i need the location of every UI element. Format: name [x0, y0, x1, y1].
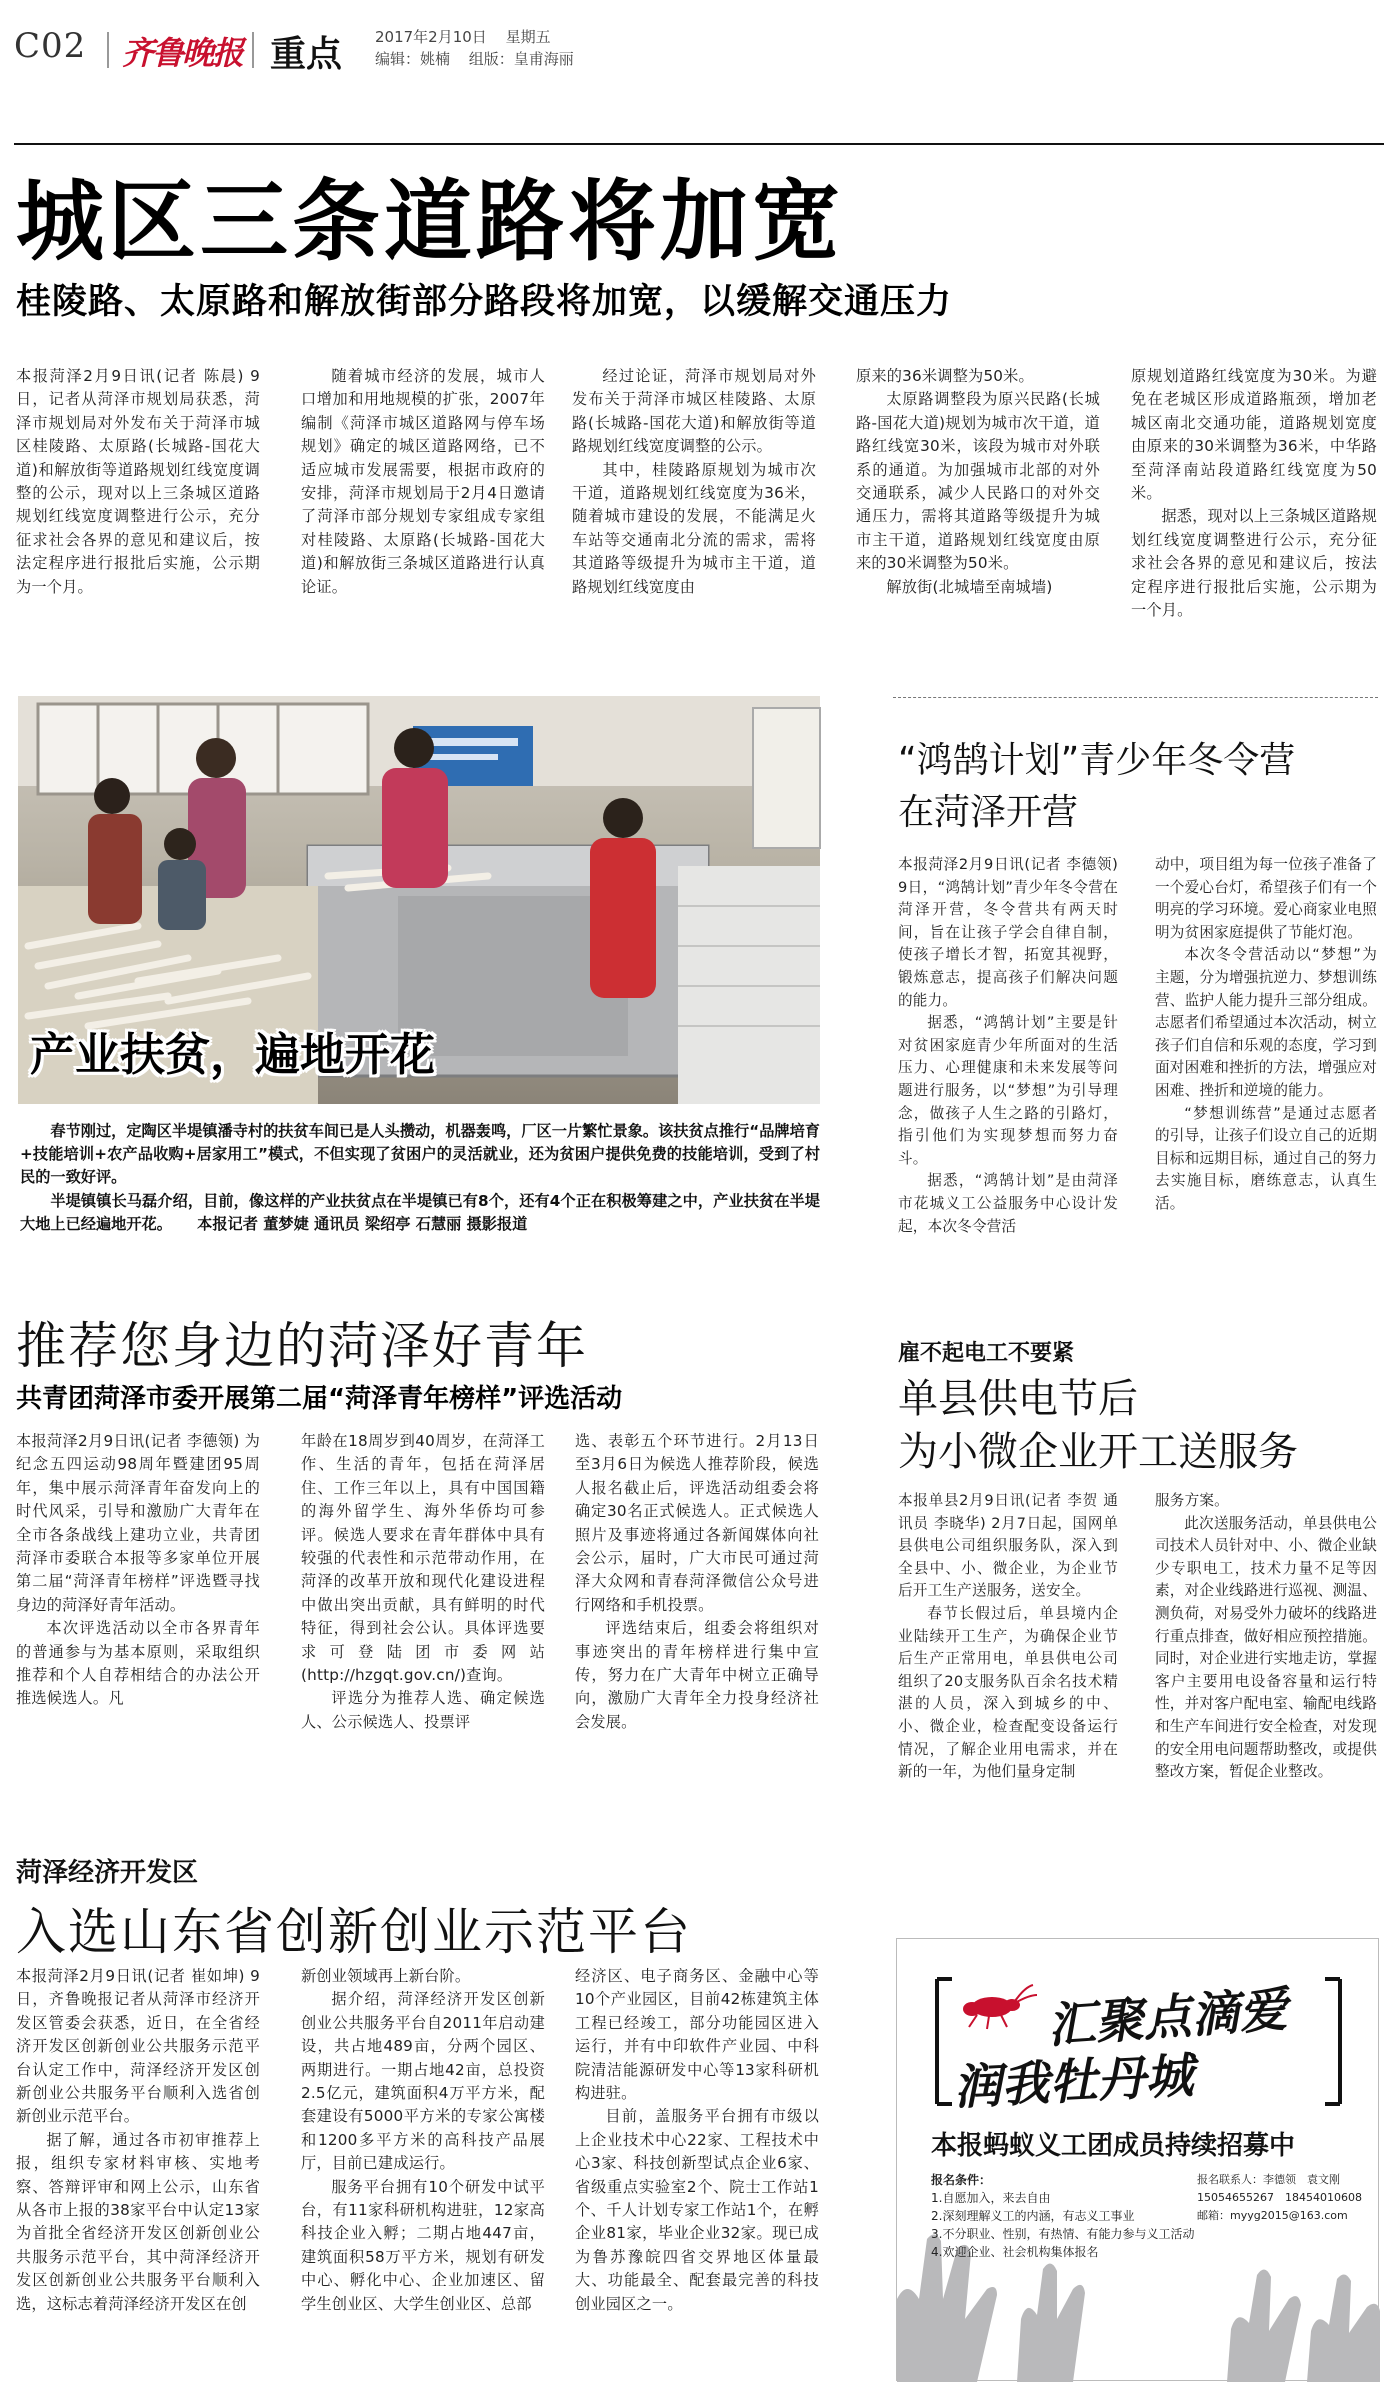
- youth-col-1-p1: 本报菏泽2月9日讯(记者 李德领) 为纪念五四运动98周年暨建团95周年，集中展示菏泽青年奋发向上的时代风采，引导和激励广大青年在全市各条战线上建功立业，共青团菏泽市委联合本报等多家单位开展第二届“菏泽青年榜样”评选暨寻找身边的菏泽好青年活动。: [16, 1432, 260, 1614]
- photo-caption-2: [20, 1190, 820, 1236]
- power-col-1-p2: 春节长假过后，单县境内企业陆续开工生产，为确保企业节后生产正常用电，单县供电公司组织了20支服务队百余名技术精湛的人员，深入到城乡的中、小、微企业，检查配变设备运行情况，了解企业用电需求，并在新的一年，为他们量身定制: [898, 1604, 1118, 1781]
- issue-date: [375, 26, 551, 47]
- youth-col-3-p1: 选、表彰五个环节进行。2月13日至3月6日为候选人推荐阶段，候选人报名截止后，评选活动组委会将确定30名正式候选人。正式候选人照片及事迹将通过各新闻媒体向社会公示，届时，广大市民可通过菏泽大众网和青春菏泽微信公众号进行网络和手机投票。: [575, 1432, 819, 1614]
- lead-col-1: [16, 365, 260, 630]
- ad-req-3: 3.不分职业、性别，有热情、有能力参与义工活动: [931, 2227, 1195, 2241]
- camp-col-1-p3: 据悉，“鸿鹄计划”是由菏泽市花城义工公益服务中心设计发起，本次冬令营活: [898, 1172, 1118, 1235]
- camp-col-1-p1: 本报菏泽2月9日讯(记者 李德领) 9日，“鸿鹄计划”青少年冬令营在菏泽开营，冬令营共有两天时间，旨在让孩子学会自律自制，使孩子增长才智，拓宽其视野，锻炼意志，提高孩子们解决问题的能力。: [898, 856, 1118, 1009]
- lead-col-4-p3: 解放街(北城墙至南城墙): [886, 577, 1053, 596]
- camp-col-1: [898, 854, 1118, 1306]
- lead-headline: 城区三条道路将加宽: [16, 170, 845, 273]
- zone-headline: 入选山东省创新创业示范平台: [16, 1903, 692, 1961]
- power-col-1-p1: 本报单县2月9日讯(记者 李贺 通讯员 李晓华) 2月7日起，国网单县供电公司组织服务队，深入到全县中、小、微企业，为企业节后开工生产送服务，送安全。: [898, 1492, 1118, 1600]
- power-col-2-p2: 此次送服务活动，单县供电公司技术人员针对中、小、微企业缺少专职电工，技术力量不足等因素，对企业线路进行巡视、测温、测负荷，对易受外力破坏的线路进行重点排查，做好相应预控措施。同时，对企业进行实地走访，掌握客户主要用电设备容量和运行特性，并对客户配电室、输配电线路和生产车间进行安全检查，对发现的安全用电问题帮助整改，或提供整改方案，暂促企业整改。: [1155, 1514, 1377, 1781]
- zone-col-3-p1: 经济区、电子商务区、金融中心等10个产业园区，目前42栋建筑主体工程已经竣工，部分功能园区进入运行，并有中印软件产业园、中科院清洁能源研发中心等13家科研机构进驻。: [575, 1967, 819, 2103]
- power-col-2-p1: 服务方案。: [1155, 1492, 1229, 1509]
- youth-col-2-p1: 年龄在18周岁到40周岁，在菏泽工作、生活的青年，包括在菏泽居住、工作三年以上，具有中国国籍的海外留学生、海外华侨均可参评。候选人要求在青年群体中具有较强的代表性和示范带动作用，在菏泽的改革开放和现代化建设进程中做出突出贡献，具有鲜明的时代特征，得到社会公认。具体评选要求可登陆团市委网站(http://hzgqt.gov.cn/)查询。: [301, 1432, 545, 1685]
- power-col-2: [1155, 1490, 1377, 1895]
- youth-headline: 推荐您身边的菏泽好青年: [16, 1317, 588, 1375]
- youth-col-2-p2: 评选分为推荐人选、确定候选人、公示候选人、投票评: [301, 1689, 545, 1731]
- lead-subhead: 桂陵路、太原路和解放街部分路段将加宽，以缓解交通压力: [16, 282, 953, 322]
- ad-slogan-top: 汇聚点滴爱: [1045, 1981, 1289, 2055]
- masthead-rule: [14, 143, 1384, 145]
- power-headline-line2: 为小微企业开工送服务: [898, 1429, 1298, 1475]
- lead-col-2-p1: 随着城市经济的发展，城市人口增加和用地规模的扩张，2007年编制《菏泽市城区道路网与停车场规划》确定的城区道路网络，已不适应城市发展需要，根据市政府的安排，菏泽市规划局于2月4日邀请了菏泽市部分规划专家组成专家组对桂陵路、太原路(长城路-国花大道)和解放街三条城区道路进行认真论证。: [301, 367, 545, 596]
- ad-title: 本报蚂蚁义工团成员持续招募中: [931, 2131, 1296, 2161]
- lead-col-3-p1: 经过论证，菏泽市规划局对外发布关于菏泽市城区桂陵路、太原路(长城路-国花大道)和解放街等道路规划红线宽度调整的公示。: [572, 367, 816, 456]
- weekday-text: 星期五: [505, 28, 551, 46]
- ad-contact-3: 邮箱：myyg2015@163.com: [1197, 2209, 1348, 2222]
- ad-req-4: 4.欢迎企业、社会机构集体报名: [931, 2245, 1099, 2259]
- factory-photo: [18, 696, 820, 1104]
- lead-col-5-p1: 原规划道路红线宽度为30米。为避免在老城区形成道路瓶颈，增加老城区南北交通功能，道路规划宽度由原来的30米调整为36米，中华路至菏泽南站段道路红线宽度为50米。: [1131, 367, 1377, 503]
- camp-headline-line1: “鸿鹄计划”青少年冬令营: [898, 740, 1296, 781]
- masthead-divider: [107, 32, 109, 68]
- youth-col-1-p2: 本次评选活动以全市各界青年的普通参与为基本原则，采取组织推荐和个人自荐相结合的办法公开推选候选人。凡: [16, 1619, 260, 1708]
- zone-col-2-p3: 服务平台拥有10个研发中试平台，有11家科研机构进驻，12家高科技企业入孵；二期占地447亩，建筑面积58万平方米，规划有研发中心、孵化中心、企业加速区、留学生创业区、大学生创业区、总部: [301, 2177, 545, 2313]
- photo-overlay-title: 产业扶贫，遍地开花: [30, 1028, 436, 1081]
- zone-col-1: [16, 1965, 260, 2385]
- ad-req-2: 2.深刻理解义工的内涵，有志义工事业: [931, 2209, 1135, 2223]
- camp-top-rule: [893, 697, 1378, 698]
- power-kicker: 雇不起电工不要紧: [898, 1341, 1075, 1366]
- zone-col-3-p2: 目前，盖服务平台拥有市级以上企业技术中心22家、工程技术中心3家、科技创新型试点企业6家、省级重点实验室2个、院士工作站1个、千人计划专家工作站1个，在孵企业81家，毕业企业32家。现已成为鲁苏豫皖四省交界地区体量最大、功能最全、配套最完善的科技创业园区之一。: [575, 2107, 819, 2313]
- ad-contact-2: 15054655267 18454010608: [1197, 2191, 1362, 2204]
- ad-contact: [1197, 2171, 1377, 2225]
- power-headline-line1: 单县供电节后: [898, 1376, 1138, 1422]
- page-number: C02: [14, 26, 87, 66]
- lead-col-1-p1: 本报菏泽2月9日讯(记者 陈晨) 9日，记者从菏泽市规划局获悉，菏泽市规划局对外发布关于菏泽市城区桂陵路、太原路(长城路-国花大道)和解放街等道路规划红线宽度调整的公示，现对以上三条城区道路规划红线宽度调整进行公示，充分征求社会各界的意见和建议后，按法定程序进行报批后实施，公示期为一个月。: [16, 367, 260, 596]
- youth-col-1: [16, 1430, 260, 1708]
- youth-col-2: [301, 1430, 545, 1731]
- volunteer-ad: [896, 1938, 1379, 2381]
- lead-col-4-p2: 太原路调整段为原兴民路(长城路-国花大道)规划为城市次干道，道路红线宽30米，该段为城市对外联系的通道。为加强城市北部的对外交通联系，减少人民路口的对外交通压力，需将其道路等级提升为城市主干道，道路规划红线宽度由原来的30米调整为50米。: [856, 390, 1100, 573]
- youth-subhead: 共青团菏泽市委开展第二届“菏泽青年榜样”评选活动: [16, 1384, 623, 1414]
- youth-col-3-p2: 评选结束后，组委会将组织对事迹突出的青年榜样进行集中宣传，努力在广大青年中树立正确导向，激励广大青年全力投身经济社会发展。: [575, 1619, 819, 1731]
- ad-req-head: 报名条件：: [931, 2173, 992, 2187]
- lead-col-5-p2: 据悉，现对以上三条城区道路规划红线宽度调整进行公示，充分征求社会各界的意见和建议后，按法定程序进行报批后实施，公示期为一个月。: [1131, 507, 1377, 620]
- zone-col-2: [301, 1965, 545, 2385]
- camp-col-2-p1: 动中，项目组为每一位孩子准备了一个爱心台灯，希望孩子们有一个明亮的学习环境。爱心商家业电照明为贫困家庭提供了节能灯泡。: [1155, 856, 1377, 941]
- zone-col-3: [575, 1965, 819, 2385]
- camp-col-2-p2: 本次冬令营活动以“梦想”为主题，分为增强抗逆力、梦想训练营、监护人能力提升三部分组成。志愿者们希望通过本次活动，树立孩子们自信和乐观的态度，学习到面对困难和挫折的方法，增强应对困难、挫折和逆境的能力。: [1155, 946, 1377, 1099]
- section-title: 重点: [270, 34, 343, 75]
- lead-col-4-p1: 原来的36米调整为50米。: [856, 367, 1034, 385]
- camp-col-1-p2: 据悉，“鸿鹄计划”主要是针对贫困家庭青少年所面对的生活压力、心理健康和未来发展等问题进行服务，以“梦想”为引导理念，做孩子人生之路的引路灯，指引他们为实现梦想而努力奋斗。: [898, 1014, 1118, 1167]
- zone-col-2-p1: 新创业领域再上新台阶。: [301, 1967, 471, 1985]
- editor-credits: [375, 48, 574, 69]
- photo-caption-2-text: 半堤镇镇长马磊介绍，目前，像这样的产业扶贫点在半堤镇已有8个，还有4个正在积极筹建之中，产业扶贫在半堤大地上已经遍地开花。: [20, 1192, 820, 1233]
- zone-col-1-p2: 据了解，通过各市初审推荐上报，组织专家材料审核、实地考察、答辩评审和网上公示，山东省从各市上报的38家平台中认定13家为首批全省经济开发区创新创业公共服务示范平台，其中菏泽经济开发区创新创业公共服务平台顺利入选，这标志着菏泽经济开发区在创: [16, 2130, 260, 2313]
- camp-col-2: [1155, 854, 1377, 1306]
- editor-text: 编辑：姚楠: [375, 50, 451, 68]
- photo-caption-1: 春节刚过，定陶区半堤镇潘寺村的扶贫车间已是人头攒动，机器轰鸣，厂区一片繁忙景象。该扶贫点推行“品牌培育+技能培训+农产品收购+居家用工”模式，不但实现了贫困户的灵活就业，还为贫困户提供免费的技能培训，受到了村民的一致好评。: [20, 1122, 820, 1186]
- zone-kicker: 菏泽经济开发区: [16, 1858, 199, 1888]
- ad-requirements: [931, 2171, 1211, 2261]
- masthead-divider: [252, 32, 254, 68]
- zone-col-1-p1: 本报菏泽2月9日讯(记者 崔如坤) 9日，齐鲁晚报记者从菏泽市经济开发区管委会获悉，近日，在全省经济开发区创新创业公共服务示范平台认定工作中，菏泽经济开发区创新创业公共服务平台顺利入选省创新创业示范平台。: [16, 1967, 260, 2126]
- lead-col-3-p2: 其中，桂陵路原规划为城市次干道，道路规划红线宽度为36米，随着城市建设的发展，不能满足火车站等交通南北分流的需求，需将其道路等级提升为城市主干道，道路规划红线宽度由: [572, 460, 816, 596]
- camp-headline-line2: 在菏泽开营: [898, 792, 1079, 833]
- ad-req-1: 1.自愿加入，来去自由: [931, 2191, 1051, 2205]
- layout-text: 组版：皇甫海丽: [468, 50, 574, 68]
- zone-col-2-p2: 据介绍，菏泽经济开发区创新创业公共服务平台自2011年启动建设，共占地489亩，分两个园区、两期进行。一期占地42亩，总投资2.5亿元，建筑面积4万平方米，配套建设有5000平方米的专家公寓楼和1200多平方米的高科技产品展厅，目前已建成运行。: [301, 1990, 545, 2173]
- lead-col-5: [1131, 365, 1377, 630]
- power-col-1: [898, 1490, 1118, 1895]
- paper-logo: 齐鲁晚报: [122, 34, 243, 72]
- lead-col-4: [856, 365, 1100, 630]
- ad-contact-1: 报名联系人：李德领 袁文刚: [1197, 2173, 1340, 2186]
- youth-col-3: [575, 1430, 819, 1731]
- date-text: 2017年2月10日: [375, 28, 487, 46]
- camp-col-2-p3: “梦想训练营”是通过志愿者的引导，让孩子们设立自己的近期目标和远期目标，通过自己的努力去实施目标，磨练意志，认真生活。: [1155, 1104, 1377, 1212]
- photo-credits: 本报记者 董梦婕 通讯员 梁绍亭 石慧丽 摄影报道: [197, 1215, 528, 1233]
- lead-col-3: [572, 365, 816, 630]
- ad-slogan-bottom: 润我牡丹城: [951, 2047, 1195, 2117]
- lead-col-2: [301, 365, 545, 630]
